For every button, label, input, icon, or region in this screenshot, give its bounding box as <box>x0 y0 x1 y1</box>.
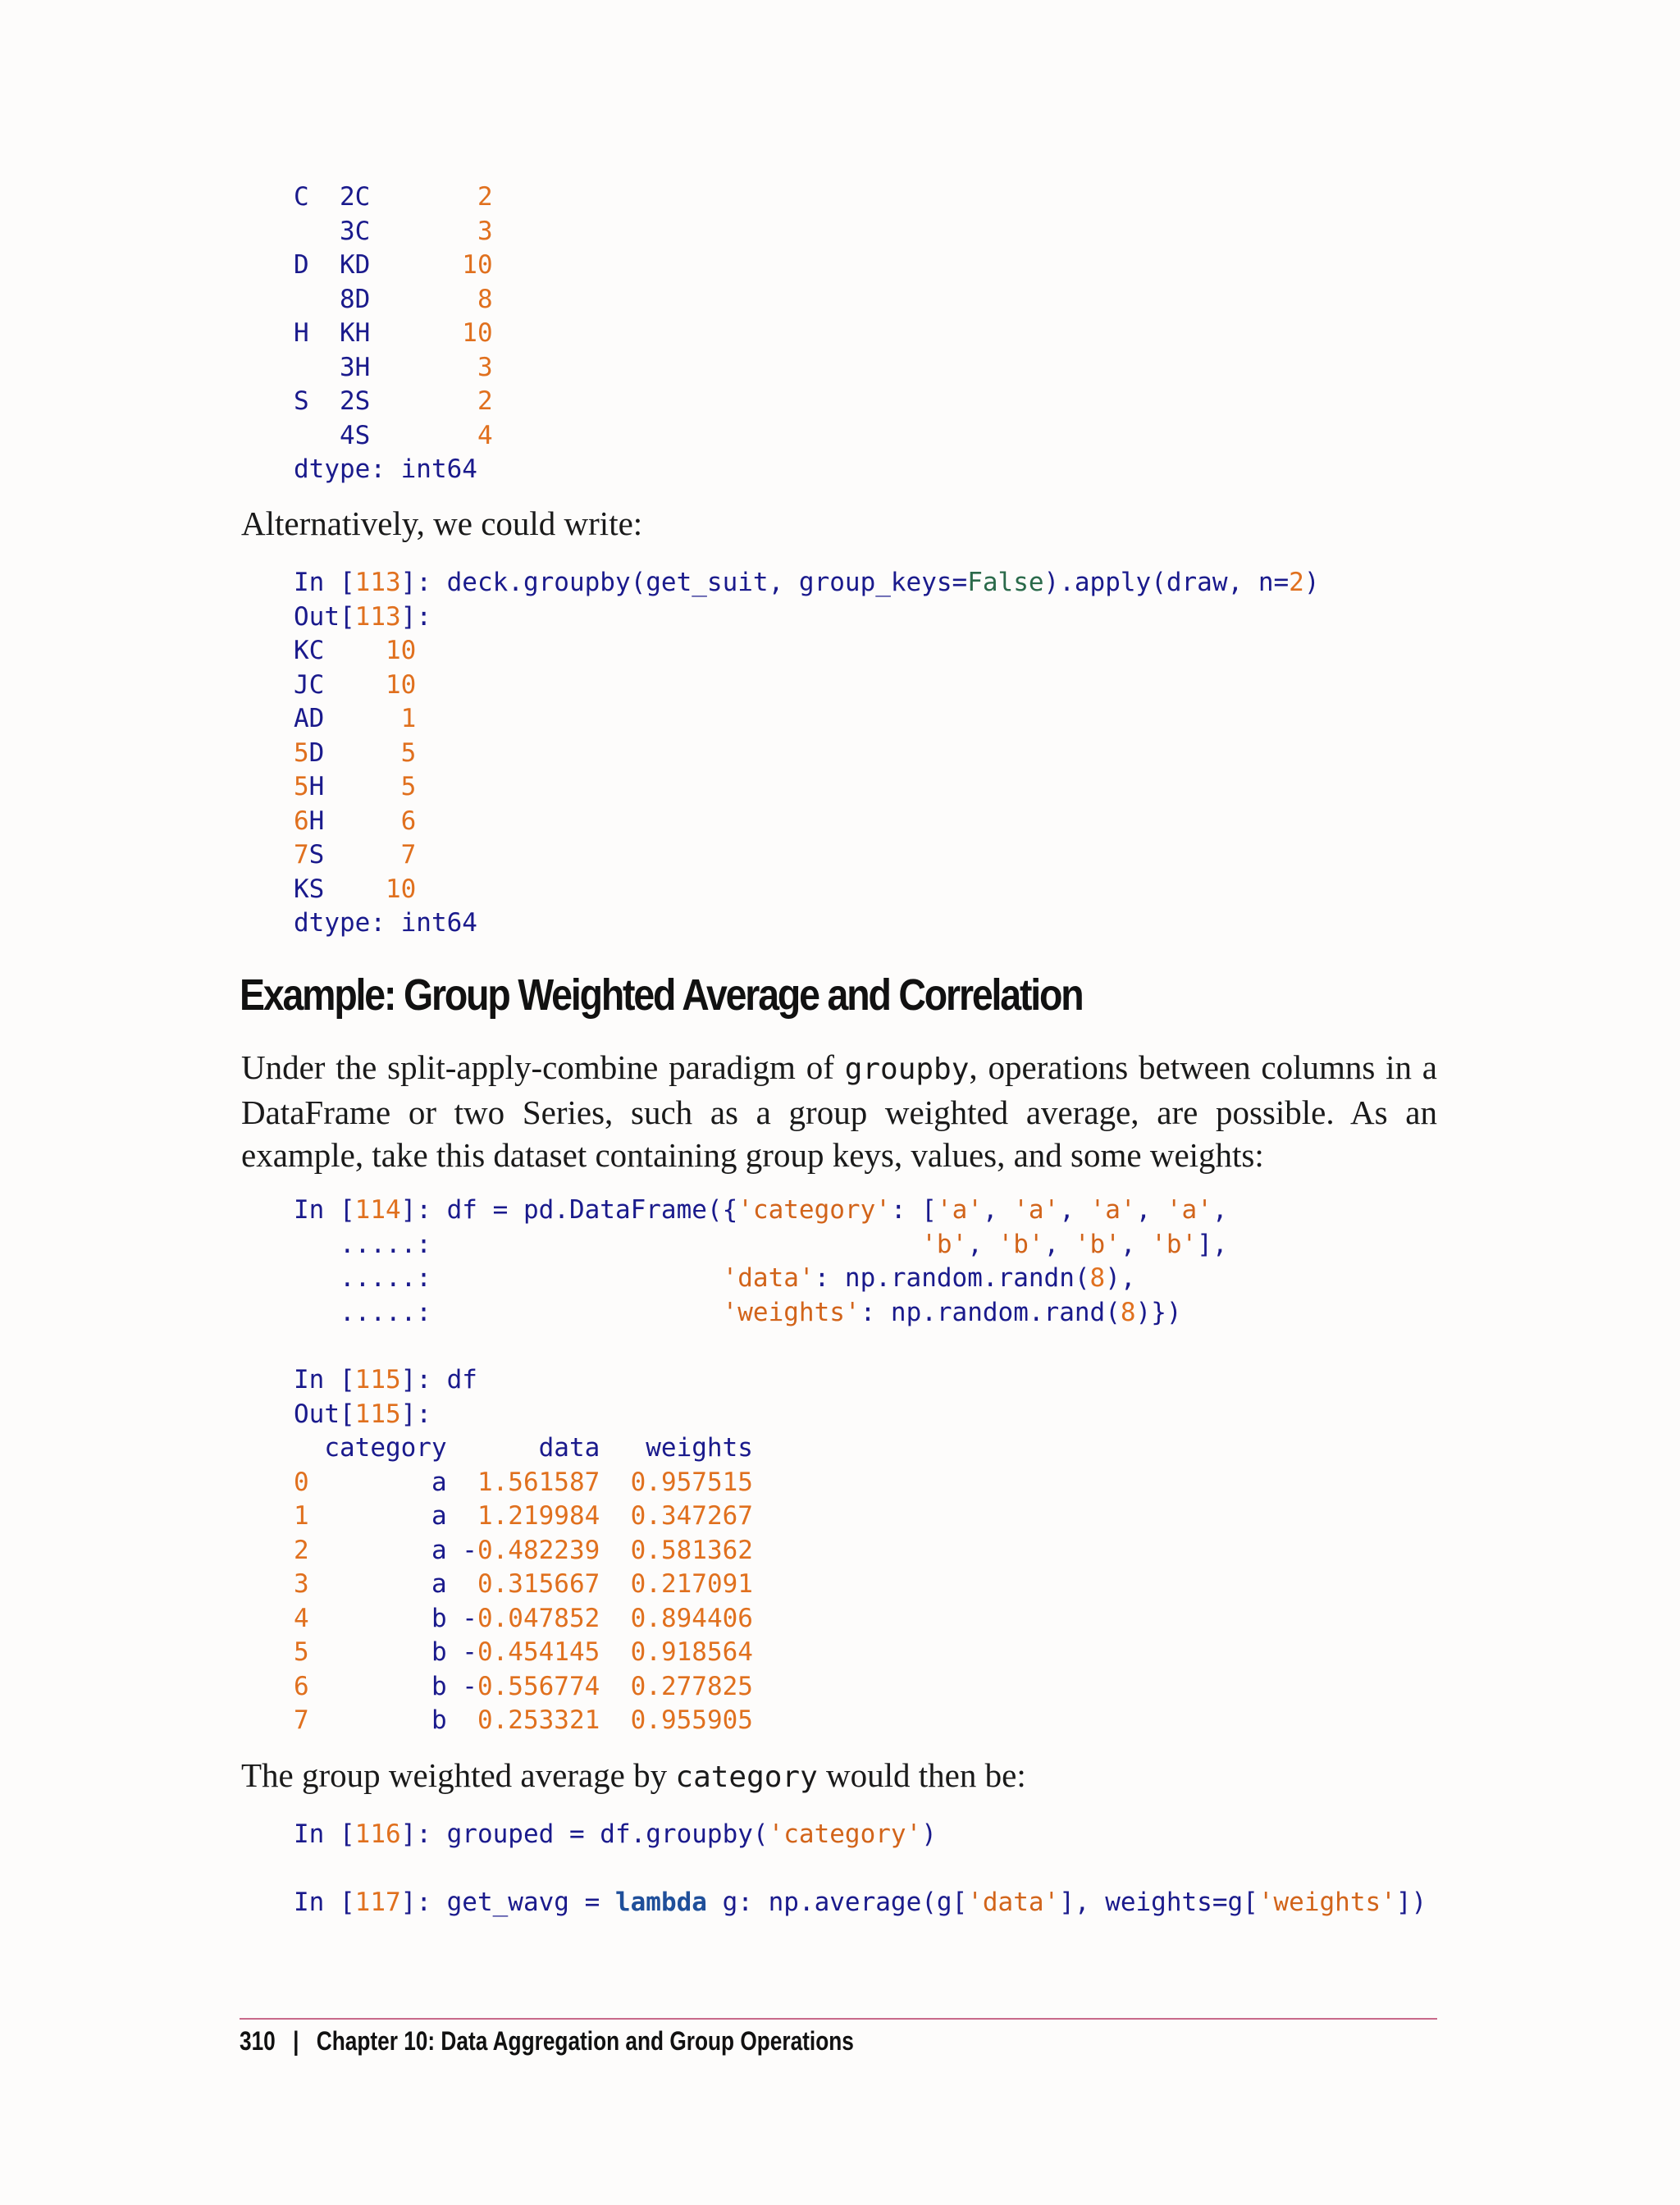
footer-rule <box>240 2018 1437 2020</box>
page-number: 310 <box>240 2026 276 2056</box>
table-row: 0 a 1.561587 0.957515 <box>294 1467 753 1497</box>
output-prompt: Out[115]: <box>294 1399 431 1429</box>
code-line: .....: 'data': np.random.randn(8), <box>294 1263 1136 1293</box>
footer-separator: | <box>293 2026 299 2056</box>
table-row: 3 a 0.315667 0.217091 <box>294 1569 753 1599</box>
series-row: H KH 10 <box>294 318 493 348</box>
inline-code-category: category <box>675 1760 818 1794</box>
series-row: 4S 4 <box>294 420 493 450</box>
output-prompt: Out[113]: <box>294 601 431 632</box>
chapter-title: Chapter 10: Data Aggregation and Group Operations <box>316 2026 854 2056</box>
series-row: 5H 5 <box>294 772 417 801</box>
paragraph-group-weighted-average <box>241 1754 1437 1799</box>
table-row: 7 b 0.253321 0.955905 <box>294 1705 753 1735</box>
table-row: 1 a 1.219984 0.347267 <box>294 1501 753 1531</box>
series-row: JC 10 <box>294 669 417 700</box>
series-row: S 2S 2 <box>294 386 493 416</box>
series-row: 3C 3 <box>294 216 493 246</box>
series-row: 3H 3 <box>294 352 493 382</box>
code-cell-116 <box>294 1818 937 1852</box>
page-footer <box>240 2026 854 2057</box>
series-row: KS 10 <box>294 874 417 904</box>
code-line: In [116]: grouped = df.groupby('category') <box>294 1819 937 1849</box>
para2-text-2: , operations between columns in a DataFrame or two Series, such as a group weighted average, are possible. As an example, take this dataset containing group keys, values, and some weights: <box>241 1048 1437 1174</box>
para3-text-2: would then be: <box>817 1756 1026 1794</box>
inline-code-groupby: groupby <box>844 1052 970 1086</box>
code-line: .....: 'weights': np.random.rand(8)}) <box>294 1297 1182 1327</box>
series-output-block <box>294 180 493 487</box>
code-line: .....: 'b', 'b', 'b', 'b'], <box>294 1229 1228 1259</box>
code-cell-117 <box>294 1886 1427 1920</box>
para3-text-1: The group weighted average by <box>241 1756 676 1794</box>
table-row: 5 b -0.454145 0.918564 <box>294 1637 753 1667</box>
series-row: 5D 5 <box>294 737 417 768</box>
input-line: In [113]: deck.groupby(get_suit, group_keys=False).apply(draw, n=2) <box>294 568 1320 597</box>
series-row: 6H 6 <box>294 806 417 836</box>
series-row: D KD 10 <box>294 250 493 280</box>
series-row: 8D 8 <box>294 284 493 314</box>
input-line: In [115]: df <box>294 1365 477 1395</box>
series-row: AD 1 <box>294 704 417 733</box>
table-row: 4 b -0.047852 0.894406 <box>294 1603 753 1633</box>
paragraph-alternatively: Alternatively, we could write: <box>241 504 643 542</box>
table-header: category data weights <box>294 1433 753 1463</box>
table-row: 2 a -0.482239 0.581362 <box>294 1535 753 1565</box>
code-cell-113 <box>294 566 1320 941</box>
paragraph-split-apply-combine <box>241 1046 1437 1176</box>
section-heading: Example: Group Weighted Average and Correlation <box>240 970 1083 1020</box>
dtype-line: dtype: int64 <box>294 454 477 484</box>
para2-text-1: Under the split-apply-combine paradigm of <box>241 1048 845 1086</box>
dtype-line: dtype: int64 <box>294 908 477 938</box>
code-cell-114 <box>294 1194 1228 1330</box>
code-line: In [117]: get_wavg = lambda g: np.average(g['data'], weights=g['weights']) <box>294 1888 1427 1917</box>
series-row: KC 10 <box>294 636 417 665</box>
series-row: 7S 7 <box>294 840 417 870</box>
table-row: 6 b -0.556774 0.277825 <box>294 1671 753 1701</box>
code-line: In [114]: df = pd.DataFrame({'category': ['a', 'a', 'a', 'a', <box>294 1195 1228 1225</box>
code-cell-115 <box>294 1363 753 1738</box>
series-row: C 2C 2 <box>294 182 493 212</box>
